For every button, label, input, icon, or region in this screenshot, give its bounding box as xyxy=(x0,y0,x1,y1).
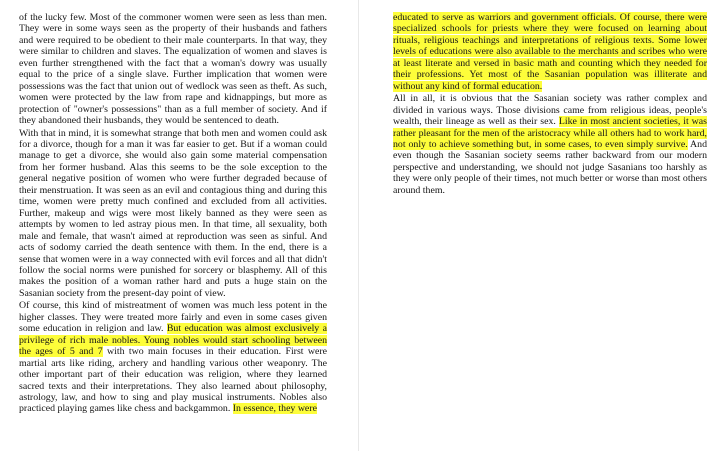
highlighted-text: educated to serve as warriors and government officials. Of course, there were specialized schools for priests where they were focused on learning about rituals, religious teachings and interpretations of religious texts. Some lower levels of educations were also available to the merchants and scribes who were at least literate and versed in basic math and counting which they needed for their professions. Yet most of the Sasanian population was illiterate and without any kind of formal education. xyxy=(393,12,707,92)
paragraph xyxy=(19,300,327,415)
right-column-text xyxy=(393,12,707,196)
highlighted-text: Like in most ancient societies, it was rather pleasant for the men of the aristocracy while all others had to work hard, not only to achieve something but, in some cases, to even simply survive. xyxy=(393,116,707,150)
paragraph xyxy=(19,128,327,300)
text-segment: of the lucky few. Most of the commoner women were seen as less than men. They were in some ways seen as the property of their husbands and fathers and were required to be obedient to their male counterparts. In that way, they were similar to children and slaves. The equalization of women and slaves is even further strengthened with the fact that a woman's dowry was usually equal to the price of a single slave. Further implication that women were possessions was the fact that union out of wedlock was seen as theft. As such, women were protected by the law from rape and kidnappings, but more as protection of "owner's possessions" than as a full member of society. And if they abandoned their husbands, they would be sentenced to death. xyxy=(19,12,327,127)
paragraph xyxy=(393,12,707,92)
text-segment: Of course, this kind of mistreatment of women was much less potent in the higher classes. They were treated more fairly and even in some cases given some education in religion and law. xyxy=(19,300,327,335)
text-segment: With that in mind, it is somewhat strange that both men and women could ask for a divorce, though for a man it was far easier to get. But if a woman could manage to get a divorce, she would also gain some material compensation from her former husband. Alas this seems to be the sole exception to the general negative position of women who were further degraded because of their menstruation. It was seen as an evil and contagious thing and during this time, women were pretty much confined and excluded from all activities. Further, makeup and wigs were most likely banned as they were seen as attempts by women to led astray pious men. In that time, all sexuality, both male and female, that wasn't aimed at reproduction was seen as sinful. And acts of sodomy carried the death sentence with them. In the end, there is a sense that women were in a way connected with evil forces and all that didn't follow the social norms were punished for sorcery or blasphemy. All of this makes the position of a woman rather hard and puts a huge stain on the Sasanian society from the present-day point of view. xyxy=(19,127,327,299)
page-left xyxy=(0,0,334,451)
text-segment: All in all, it is obvious that the Sasanian society was rather complex and divided in various ways. Those divisions came from religious ideas, people's wealth, their lineage as well as their sex. xyxy=(393,93,707,128)
highlighted-text: In essence, they were xyxy=(232,403,317,415)
text-segment: And even though the Sasanian society seems rather backward from our modern perspective and understanding, we should not judge Sasanians too harshly as they were only people of their times, not much better or worse than most others around them. xyxy=(393,138,707,196)
highlighted-text: But education was almost exclusively a privilege of rich male nobles. Young nobles would start schooling between the ages of 5 and 7 xyxy=(19,323,327,358)
left-column-text xyxy=(19,12,327,415)
paragraph xyxy=(393,93,707,196)
page-divider xyxy=(358,0,359,451)
text-segment: with two main focuses in their education. First were martial arts like riding, archery and handling various other weaponry. The other important part of their education was religion, where they learned sacred texts and their interpretations. They also learned about philosophy, astrology, law, and how to sing and play musical instruments. Nobles also practiced playing games like chess and backgammon. xyxy=(19,346,328,415)
page-right xyxy=(383,0,717,451)
paragraph xyxy=(19,12,327,127)
